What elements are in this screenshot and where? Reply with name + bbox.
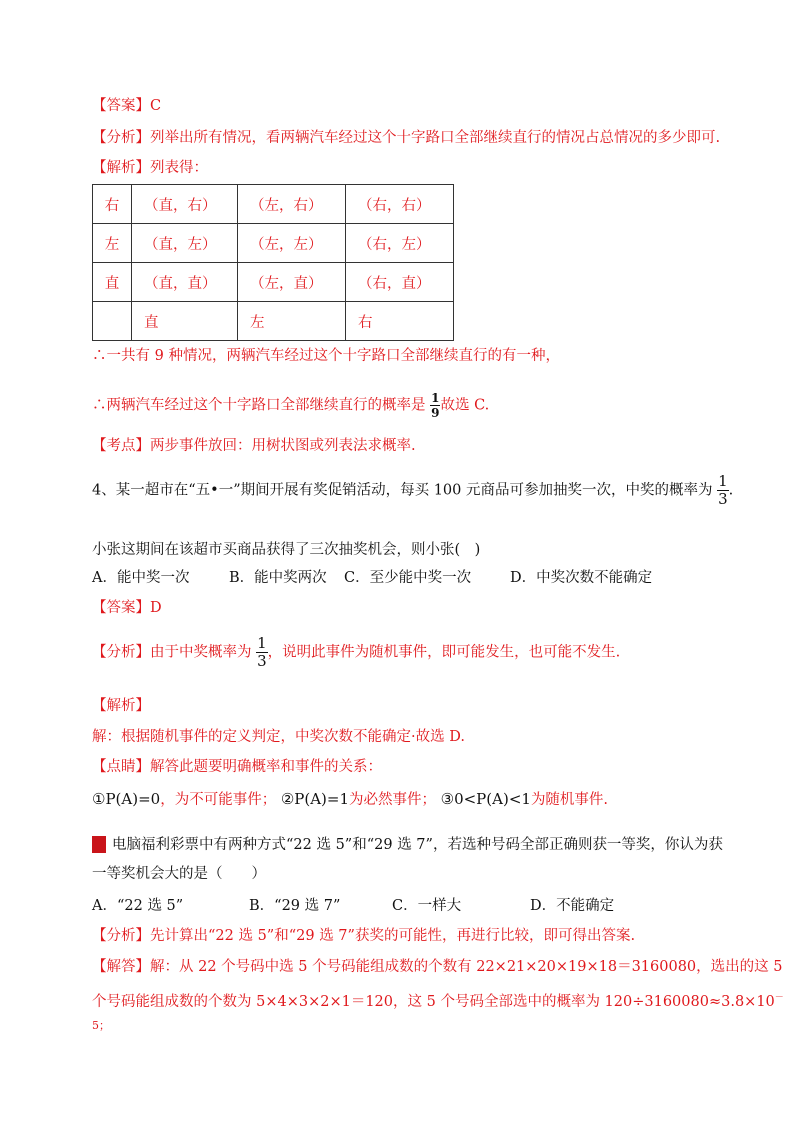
fraction-denominator: 9 — [431, 406, 440, 420]
point-text: 两步事件放回：用树状图或列表法求概率. — [150, 438, 416, 454]
q3-conclusion-1: ∴一共有 9 种情况，两辆汽车经过这个十字路口全部继续直行的有一种， — [92, 348, 560, 364]
analysis-text: 由于中奖概率为 — [150, 644, 252, 661]
row-header — [93, 302, 132, 341]
q4-stem-2: 小张这期间在该超市买商品获得了三次抽奖机会，则小张( ) — [92, 542, 481, 558]
tip-tag: 【点睛】 — [92, 759, 150, 775]
table-cell: （直，直） — [132, 263, 238, 302]
q4-solution-tag: 【解析】 — [92, 698, 150, 714]
q4-solution-text: 解：根据随机事件的定义判定，中奖次数不能确定·故选 D. — [92, 729, 465, 745]
answer-value: D — [150, 600, 162, 616]
relation-1-text: ，为不可能事件； — [160, 792, 277, 808]
q5-solution-line-1 — [92, 957, 782, 977]
option-d: D．中奖次数不能确定 — [510, 570, 653, 586]
q4-tip-line — [92, 757, 382, 777]
solution-text: 解：从 22 个号码中选 5 个号码能组成数的个数有 22×21×20×19×18＝3160080，选出的这 5 — [150, 959, 783, 975]
table-cell: （左，右） — [238, 185, 346, 224]
q4-answer-line — [92, 598, 162, 618]
relation-1-math: ①P(A)=0 — [92, 790, 161, 808]
fraction-denominator: 3 — [718, 490, 728, 508]
q5-solution-line-3: 5； — [92, 1019, 110, 1032]
relation-2-math: ②P(A)=1 — [280, 790, 350, 808]
answer-tag: 【答案】 — [92, 98, 150, 114]
answer-value: C — [150, 98, 162, 114]
conclusion-choice: 故选 C. — [440, 397, 490, 414]
q5-stem-1: 电脑福利彩票中有两种方式“22 选 5”和“29 选 7”，若选种号码全部正确则获一等奖，你认为获 — [112, 837, 723, 853]
fraction-numerator: 1 — [431, 391, 440, 405]
relation-3-math: ③0<P(A)<1 — [440, 790, 531, 808]
option-c: C．至少能中奖一次 — [344, 570, 472, 586]
row-header: 直 — [93, 263, 132, 302]
conclusion-text: ∴两辆汽车经过这个十字路口全部继续直行的概率是 — [92, 397, 426, 414]
q5-stem-2: 一等奖机会大的是（ ） — [92, 866, 266, 882]
tip-text: 解答此题要明确概率和事件的关系： — [150, 759, 382, 775]
option-a: A．“22 选 5” — [92, 898, 184, 914]
q3-point-line — [92, 436, 416, 456]
option-d: D．不能确定 — [530, 898, 615, 914]
solution-text: 列表得： — [150, 160, 208, 176]
table-row — [93, 263, 454, 302]
solution-text: 个号码能组成数的个数为 5×4×3×2×1＝120，这 5 个号码全部选中的概率为 120÷3160080≈3.8×10 — [92, 993, 775, 1010]
q5-solution-line-2 — [92, 988, 784, 1012]
table-row — [93, 302, 454, 341]
option-a: A．能中奖一次 — [92, 570, 190, 586]
row-header: 左 — [93, 224, 132, 263]
answer-tag: 【答案】 — [92, 600, 150, 616]
point-tag: 【考点】 — [92, 438, 150, 454]
analysis-text: 列举出所有情况，看两辆汽车经过这个十字路口全部继续直行的情况占总情况的多少即可. — [150, 130, 721, 146]
q4-stem — [92, 474, 733, 507]
option-c: C．一样大 — [392, 898, 462, 914]
table-cell: （直，右） — [132, 185, 238, 224]
relation-2-text: 为必然事件； — [349, 792, 437, 808]
q3-analysis-line — [92, 128, 720, 148]
table-cell: 右 — [346, 302, 454, 341]
fraction-numerator: 1 — [718, 472, 728, 490]
q4-stem-end: . — [728, 482, 734, 499]
table-cell: 左 — [238, 302, 346, 341]
question-number-marker — [92, 836, 106, 853]
q4-relations — [92, 789, 608, 810]
outcome-table — [92, 184, 454, 341]
q3-conclusion-2 — [92, 392, 489, 419]
q3-answer-line — [92, 96, 161, 116]
option-b: B．能中奖两次 — [229, 570, 327, 586]
table-cell: （右，右） — [346, 185, 454, 224]
fraction-one-third — [256, 636, 268, 669]
q4-stem-text: 4、某一超市在“五•一”期间开展有奖促销活动，每买 100 元商品可参加抽奖一次，中奖的概率为 — [92, 482, 713, 499]
q5-analysis-line — [92, 926, 635, 946]
table-cell: 直 — [132, 302, 238, 341]
table-cell: （左，左） — [238, 224, 346, 263]
solution-tag: 【解答】 — [92, 959, 150, 975]
analysis-text: 先计算出“22 选 5”和“29 选 7”获奖的可能性，再进行比较，即可得出答案. — [150, 928, 636, 944]
analysis-tag: 【分析】 — [92, 928, 150, 944]
table-row — [93, 185, 454, 224]
analysis-text-end: ，说明此事件为随机事件，即可能发生，也可能不发生. — [267, 644, 621, 661]
table-cell: （右，左） — [346, 224, 454, 263]
table-cell: （左，直） — [238, 263, 346, 302]
fraction-one-third — [717, 474, 729, 507]
row-header: 右 — [93, 185, 132, 224]
analysis-tag: 【分析】 — [92, 130, 150, 146]
table-row — [93, 224, 454, 263]
option-b: B．“29 选 7” — [249, 898, 341, 914]
table-cell: （右，直） — [346, 263, 454, 302]
q4-analysis-line — [92, 636, 620, 669]
relation-3-text: 为随机事件. — [530, 792, 609, 808]
solution-tag: 【解析】 — [92, 160, 150, 176]
fraction-one-ninth — [430, 392, 440, 419]
exponent-sign: － — [774, 993, 784, 1003]
analysis-tag: 【分析】 — [92, 644, 150, 661]
table-cell: （直，左） — [132, 224, 238, 263]
fraction-denominator: 3 — [257, 652, 267, 670]
q3-solution-line — [92, 158, 208, 178]
fraction-numerator: 1 — [257, 634, 267, 652]
